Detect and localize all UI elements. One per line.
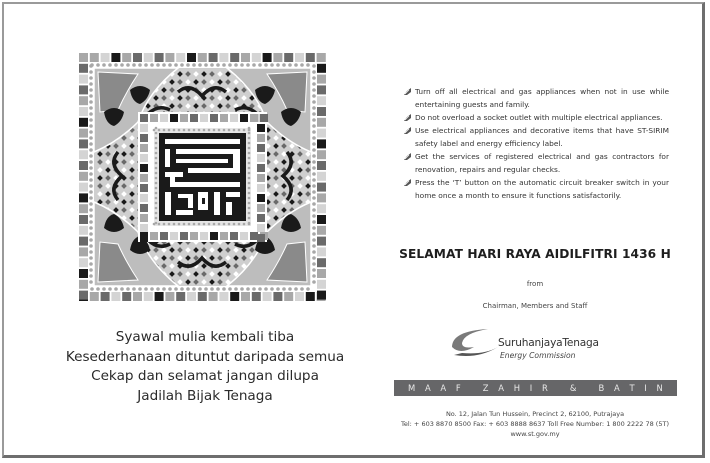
banner-letter: I [644, 383, 647, 393]
leaf-bullet-icon [404, 179, 411, 186]
safety-tip [404, 111, 669, 124]
website: www.st.gov.my [510, 430, 560, 438]
contact-address [380, 409, 690, 439]
address-line: No. 12, Jalan Tun Hussein, Precinct 2, 62100, Putrajaya [445, 410, 625, 418]
safety-tip-text: Use electrical appliances and decorative items that have ST-SIRIM safety label and energy efficiency label. [415, 126, 669, 148]
banner-letter: B [598, 383, 605, 393]
banner-letter: M [408, 383, 416, 393]
safety-tip-text: Get the services of registered electrical and gas contractors for renovation, repairs and regular checks. [415, 152, 669, 174]
maaf-zahir-banner [394, 380, 677, 396]
banner-letter [586, 380, 589, 396]
safety-tip-text: Turn off all electrical and gas appliances when not in use while entertaining guests and family. [415, 87, 669, 109]
kufic-ornament-image [78, 52, 327, 302]
leaf-bullet-icon [404, 127, 411, 134]
safety-tip-text: Do not overload a socket outlet with multiple electrical appliances. [415, 113, 663, 122]
banner-letter: A [440, 383, 447, 393]
banner-letter: & [569, 383, 577, 393]
banner-letter [558, 380, 561, 396]
logo-name: SuruhanjayaTenaga [498, 337, 599, 349]
verse-line: Kesederhanaan dituntut daripada semua [65, 348, 345, 365]
malay-verse [60, 328, 350, 406]
banner-letter: T [629, 383, 635, 393]
safety-tip [404, 124, 669, 150]
energy-commission-logo [448, 325, 638, 365]
contact-numbers: Tel: + 603 8870 8500 Fax: + 603 8888 8637 Toll Free Number: 1 800 2222 78 (5T) [401, 420, 669, 428]
verse-line: Cekap dan selamat jangan dilupa [91, 368, 319, 384]
banner-letter: R [541, 383, 548, 393]
safety-tip [404, 85, 669, 111]
safety-tip [404, 176, 669, 202]
sender-label: Chairman, Members and Staff [482, 302, 588, 310]
logo-subtitle: Energy Commission [500, 351, 576, 360]
banner-letter: I [529, 383, 533, 393]
leaf-bullet-icon [404, 88, 411, 95]
banner-letter: N [656, 383, 663, 393]
leaf-bullet-icon [404, 114, 411, 121]
banner-letter: A [614, 383, 620, 393]
greeting-headline: SELAMAT HARI RAYA AIDILFITRI 1436 H [399, 247, 671, 261]
banner-letter: A [424, 383, 431, 393]
banner-letter: H [513, 383, 521, 393]
verse-line: Jadilah Bijak Tenaga [137, 387, 273, 404]
verse-line: Syawal mulia kembali tiba [115, 329, 295, 345]
banner-letter: A [498, 383, 504, 393]
from-label: from [526, 280, 544, 288]
safety-tip [404, 150, 669, 176]
safety-tips-list [404, 85, 669, 202]
banner-letter [470, 380, 473, 396]
leaf-bullet-icon [404, 153, 411, 160]
safety-tip-text: Press the ‘T’ button on the automatic circuit breaker switch in your home once a month to ensure it functions satisfactorily. [415, 178, 669, 200]
banner-letter: F [455, 383, 461, 393]
banner-letter: Z [482, 383, 489, 393]
